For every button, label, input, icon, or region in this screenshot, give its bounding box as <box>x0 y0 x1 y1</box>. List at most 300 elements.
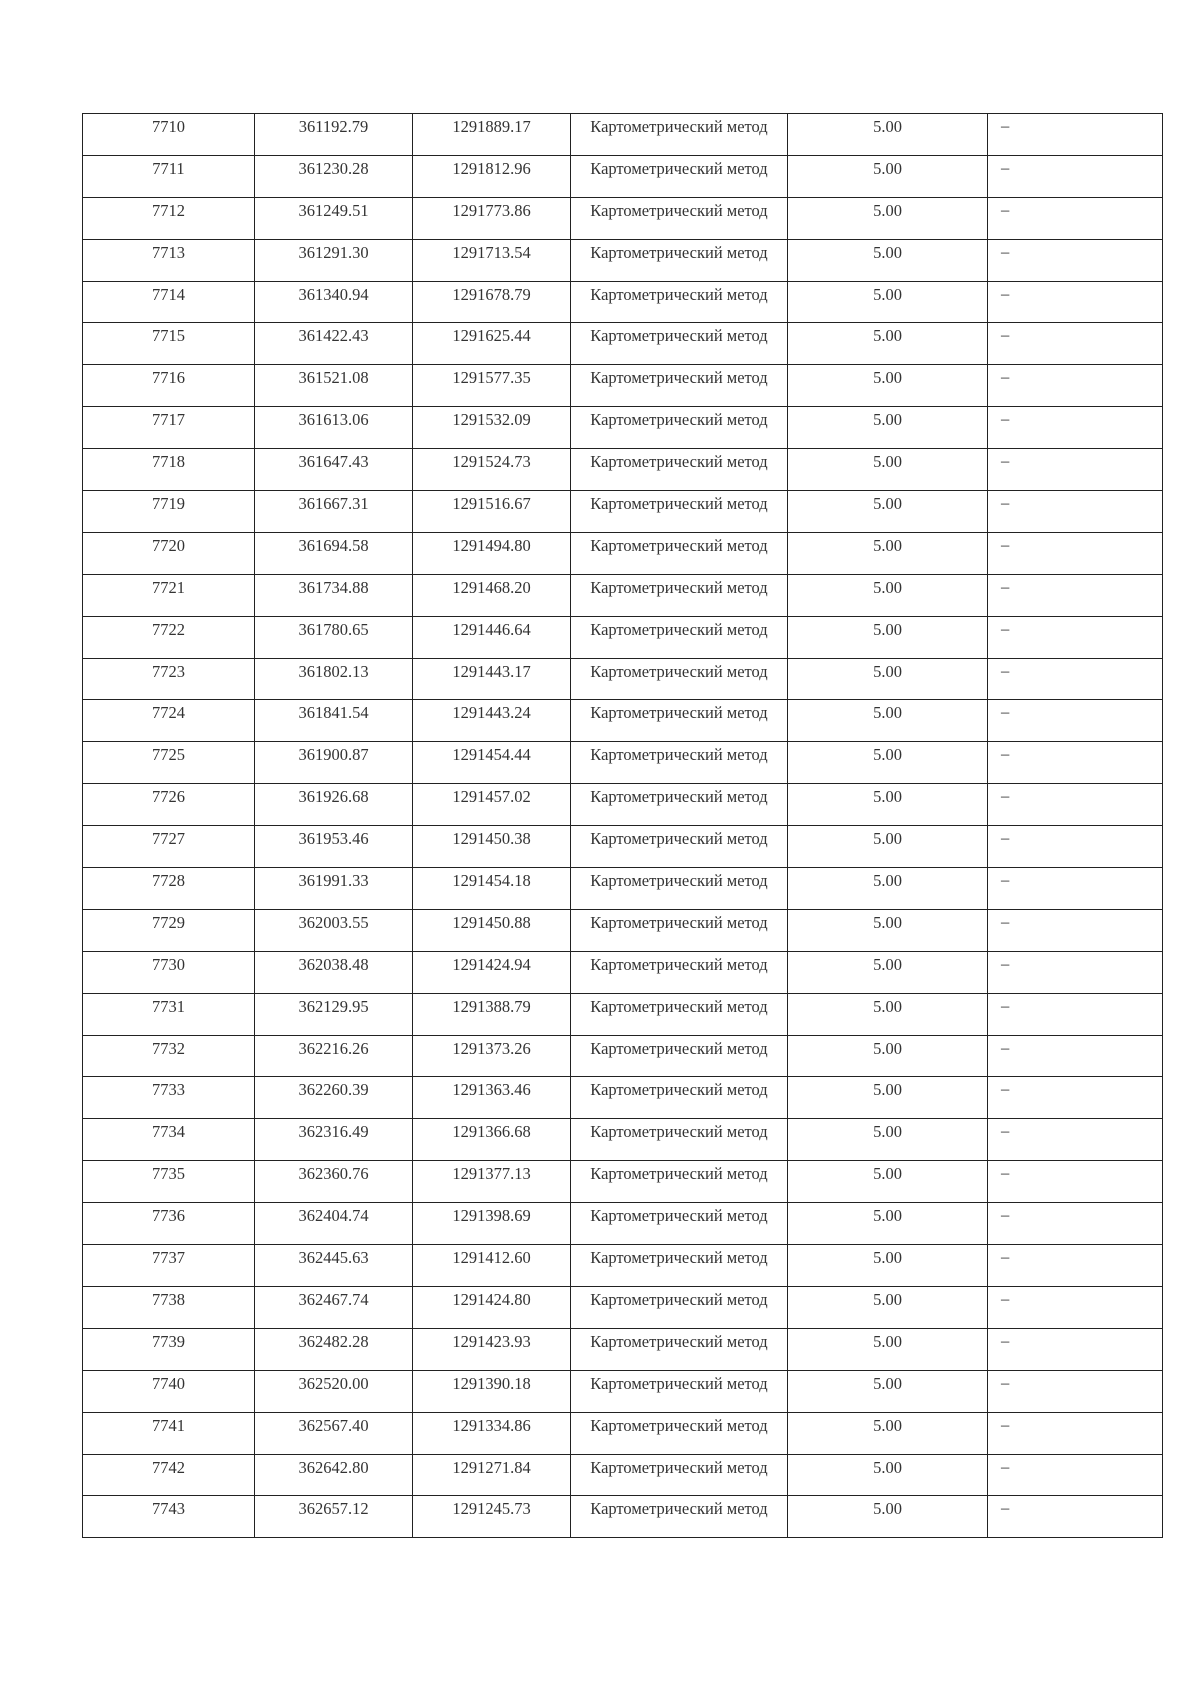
method-cell <box>571 1496 788 1538</box>
accuracy-text: 5.00 <box>873 871 902 891</box>
table-row <box>83 491 1163 533</box>
note-cell <box>988 197 1163 239</box>
x-coordinate-text: 361647.43 <box>298 452 369 472</box>
point-number-cell <box>83 909 255 951</box>
note-cell <box>988 868 1163 910</box>
note-cell <box>988 239 1163 281</box>
note-cell <box>988 1245 1163 1287</box>
note-cell <box>988 784 1163 826</box>
accuracy-text: 5.00 <box>873 577 902 597</box>
accuracy-text: 5.00 <box>873 242 902 262</box>
point-number-text: 7723 <box>152 661 185 681</box>
accuracy-text: 5.00 <box>873 1164 902 1184</box>
note-text: – <box>1001 116 1010 135</box>
y-coordinate-text: 1291678.79 <box>452 284 531 304</box>
note-text: – <box>1001 1079 1010 1099</box>
method-cell <box>571 281 788 323</box>
table-row <box>83 868 1163 910</box>
x-coordinate-text: 362404.74 <box>298 1206 369 1226</box>
table-row <box>83 1328 1163 1370</box>
y-coordinate-cell <box>413 114 571 156</box>
accuracy-cell <box>788 1454 988 1496</box>
accuracy-cell <box>788 616 988 658</box>
point-number-cell <box>83 114 255 156</box>
y-coordinate-cell <box>413 1245 571 1287</box>
note-cell <box>988 155 1163 197</box>
point-number-text: 7740 <box>152 1373 185 1393</box>
point-number-text: 7741 <box>152 1415 185 1435</box>
y-coordinate-text: 1291363.46 <box>452 1080 531 1100</box>
x-coordinate-text: 361291.30 <box>298 242 369 262</box>
method-cell <box>571 1370 788 1412</box>
y-coordinate-cell <box>413 826 571 868</box>
x-coordinate-text: 361192.79 <box>298 117 369 136</box>
y-coordinate-text: 1291377.13 <box>452 1164 531 1184</box>
x-coordinate-text: 362038.48 <box>298 954 369 974</box>
note-text: – <box>1001 157 1010 177</box>
accuracy-text: 5.00 <box>873 661 902 681</box>
y-coordinate-cell <box>413 951 571 993</box>
point-number-cell <box>83 1203 255 1245</box>
method-text: Картометрический метод <box>590 494 768 514</box>
y-coordinate-text: 1291524.73 <box>452 452 531 472</box>
x-coordinate-cell <box>255 155 413 197</box>
method-cell <box>571 1077 788 1119</box>
accuracy-text: 5.00 <box>873 703 902 723</box>
x-coordinate-text: 361926.68 <box>298 787 369 807</box>
table-row <box>83 1370 1163 1412</box>
table-row <box>83 155 1163 197</box>
point-number-text: 7712 <box>152 200 185 220</box>
note-cell <box>988 658 1163 700</box>
x-coordinate-text: 361667.31 <box>298 494 369 514</box>
point-number-text: 7728 <box>152 871 185 891</box>
point-number-text: 7737 <box>152 1248 185 1268</box>
table-row <box>83 658 1163 700</box>
accuracy-cell <box>788 532 988 574</box>
method-cell <box>571 742 788 784</box>
accuracy-text: 5.00 <box>873 1457 902 1477</box>
point-number-cell <box>83 700 255 742</box>
x-coordinate-text: 361340.94 <box>298 284 369 304</box>
x-coordinate-cell <box>255 909 413 951</box>
method-cell <box>571 616 788 658</box>
table-row <box>83 784 1163 826</box>
point-number-cell <box>83 951 255 993</box>
method-cell <box>571 532 788 574</box>
accuracy-text: 5.00 <box>873 745 902 765</box>
note-text: – <box>1001 1288 1010 1308</box>
table-row <box>83 323 1163 365</box>
accuracy-cell <box>788 365 988 407</box>
table-row <box>83 1077 1163 1119</box>
method-cell <box>571 197 788 239</box>
note-text: – <box>1001 786 1010 806</box>
y-coordinate-text: 1291388.79 <box>452 996 531 1016</box>
note-text: – <box>1001 1037 1010 1057</box>
method-text: Картометрический метод <box>590 1122 768 1142</box>
x-coordinate-text: 362260.39 <box>298 1080 369 1100</box>
note-cell <box>988 449 1163 491</box>
point-number-cell <box>83 868 255 910</box>
note-cell <box>988 616 1163 658</box>
table-row <box>83 1496 1163 1538</box>
point-number-text: 7726 <box>152 787 185 807</box>
point-number-text: 7719 <box>152 494 185 514</box>
y-coordinate-cell <box>413 1496 571 1538</box>
point-number-cell <box>83 155 255 197</box>
y-coordinate-text: 1291457.02 <box>452 787 531 807</box>
method-text: Картометрический метод <box>590 577 768 597</box>
y-coordinate-text: 1291373.26 <box>452 1038 531 1058</box>
point-number-text: 7718 <box>152 452 185 472</box>
y-coordinate-cell <box>413 909 571 951</box>
x-coordinate-cell <box>255 951 413 993</box>
point-number-cell <box>83 491 255 533</box>
y-coordinate-cell <box>413 1077 571 1119</box>
point-number-text: 7713 <box>152 242 185 262</box>
note-cell <box>988 323 1163 365</box>
point-number-cell <box>83 365 255 407</box>
accuracy-cell <box>788 826 988 868</box>
note-cell <box>988 1077 1163 1119</box>
point-number-text: 7735 <box>152 1164 185 1184</box>
method-text: Картометрический метод <box>590 535 768 555</box>
accuracy-text: 5.00 <box>873 996 902 1016</box>
y-coordinate-text: 1291443.17 <box>452 661 531 681</box>
x-coordinate-text: 362467.74 <box>298 1289 369 1309</box>
y-coordinate-cell <box>413 784 571 826</box>
accuracy-cell <box>788 1496 988 1538</box>
point-number-cell <box>83 1245 255 1287</box>
accuracy-text: 5.00 <box>873 787 902 807</box>
x-coordinate-cell <box>255 658 413 700</box>
x-coordinate-cell <box>255 700 413 742</box>
method-cell <box>571 574 788 616</box>
accuracy-cell <box>788 114 988 156</box>
note-cell <box>988 1286 1163 1328</box>
note-text: – <box>1001 618 1010 638</box>
point-number-text: 7731 <box>152 996 185 1016</box>
note-text: – <box>1001 911 1010 931</box>
y-coordinate-text: 1291366.68 <box>452 1122 531 1142</box>
table-row <box>83 574 1163 616</box>
point-number-cell <box>83 407 255 449</box>
x-coordinate-cell <box>255 1496 413 1538</box>
x-coordinate-cell <box>255 993 413 1035</box>
method-text: Картометрический метод <box>590 242 768 262</box>
method-text: Картометрический метод <box>590 745 768 765</box>
table-row <box>83 1245 1163 1287</box>
y-coordinate-cell <box>413 1161 571 1203</box>
method-cell <box>571 1328 788 1370</box>
note-text: – <box>1001 702 1010 722</box>
accuracy-text: 5.00 <box>873 452 902 472</box>
point-number-cell <box>83 784 255 826</box>
x-coordinate-cell <box>255 1077 413 1119</box>
accuracy-text: 5.00 <box>873 200 902 220</box>
x-coordinate-cell <box>255 323 413 365</box>
x-coordinate-cell <box>255 784 413 826</box>
y-coordinate-text: 1291532.09 <box>452 410 531 430</box>
note-text: – <box>1001 1121 1010 1141</box>
method-text: Картометрический метод <box>590 1206 768 1226</box>
method-text: Картометрический метод <box>590 912 768 932</box>
x-coordinate-cell <box>255 197 413 239</box>
method-cell <box>571 407 788 449</box>
accuracy-cell <box>788 449 988 491</box>
point-number-text: 7720 <box>152 535 185 555</box>
x-coordinate-cell <box>255 1245 413 1287</box>
point-number-text: 7730 <box>152 954 185 974</box>
accuracy-cell <box>788 700 988 742</box>
note-text: – <box>1001 1456 1010 1476</box>
accuracy-text: 5.00 <box>873 1038 902 1058</box>
method-cell <box>571 909 788 951</box>
note-text: – <box>1001 1247 1010 1267</box>
point-number-text: 7714 <box>152 284 185 304</box>
method-text: Картометрический метод <box>590 410 768 430</box>
method-cell <box>571 449 788 491</box>
y-coordinate-cell <box>413 742 571 784</box>
table-row <box>83 826 1163 868</box>
note-cell <box>988 742 1163 784</box>
x-coordinate-text: 361802.13 <box>298 661 369 681</box>
note-cell <box>988 1035 1163 1077</box>
note-text: – <box>1001 828 1010 848</box>
accuracy-cell <box>788 1203 988 1245</box>
note-text: – <box>1001 995 1010 1015</box>
y-coordinate-text: 1291271.84 <box>452 1457 531 1477</box>
x-coordinate-text: 362642.80 <box>298 1457 369 1477</box>
method-text: Картометрический метод <box>590 1373 768 1393</box>
x-coordinate-cell <box>255 281 413 323</box>
x-coordinate-text: 361900.87 <box>298 745 369 765</box>
accuracy-cell <box>788 323 988 365</box>
method-cell <box>571 1035 788 1077</box>
x-coordinate-cell <box>255 574 413 616</box>
point-number-cell <box>83 826 255 868</box>
accuracy-cell <box>788 407 988 449</box>
accuracy-cell <box>788 1245 988 1287</box>
accuracy-text: 5.00 <box>873 912 902 932</box>
x-coordinate-text: 362657.12 <box>298 1499 369 1519</box>
note-cell <box>988 1412 1163 1454</box>
note-text: – <box>1001 1163 1010 1183</box>
table-row <box>83 449 1163 491</box>
point-number-cell <box>83 742 255 784</box>
method-cell <box>571 658 788 700</box>
method-cell <box>571 1203 788 1245</box>
note-cell <box>988 1161 1163 1203</box>
method-cell <box>571 700 788 742</box>
method-text: Картометрический метод <box>590 284 768 304</box>
note-text: – <box>1001 241 1010 261</box>
y-coordinate-cell <box>413 1286 571 1328</box>
note-cell <box>988 909 1163 951</box>
accuracy-text: 5.00 <box>873 1080 902 1100</box>
x-coordinate-cell <box>255 491 413 533</box>
method-cell <box>571 239 788 281</box>
accuracy-text: 5.00 <box>873 829 902 849</box>
method-cell <box>571 1161 788 1203</box>
coordinates-table-body <box>83 114 1163 1538</box>
y-coordinate-cell <box>413 1203 571 1245</box>
y-coordinate-cell <box>413 616 571 658</box>
y-coordinate-cell <box>413 197 571 239</box>
note-text: – <box>1001 1498 1010 1518</box>
note-text: – <box>1001 451 1010 471</box>
point-number-cell <box>83 1370 255 1412</box>
note-cell <box>988 951 1163 993</box>
x-coordinate-text: 362129.95 <box>298 996 369 1016</box>
note-text: – <box>1001 1414 1010 1434</box>
accuracy-cell <box>788 1119 988 1161</box>
table-row <box>83 742 1163 784</box>
x-coordinate-cell <box>255 742 413 784</box>
table-row <box>83 1035 1163 1077</box>
method-text: Картометрический метод <box>590 1331 768 1351</box>
accuracy-text: 5.00 <box>873 1331 902 1351</box>
note-text: – <box>1001 534 1010 554</box>
point-number-text: 7733 <box>152 1080 185 1100</box>
accuracy-text: 5.00 <box>873 368 902 388</box>
y-coordinate-cell <box>413 574 571 616</box>
method-text: Картометрический метод <box>590 703 768 723</box>
x-coordinate-cell <box>255 239 413 281</box>
point-number-cell <box>83 993 255 1035</box>
accuracy-text: 5.00 <box>873 326 902 346</box>
y-coordinate-cell <box>413 491 571 533</box>
y-coordinate-text: 1291516.67 <box>452 494 531 514</box>
x-coordinate-text: 361694.58 <box>298 535 369 555</box>
accuracy-cell <box>788 155 988 197</box>
coordinates-table <box>82 113 1163 1538</box>
accuracy-text: 5.00 <box>873 619 902 639</box>
point-number-text: 7721 <box>152 577 185 597</box>
note-text: – <box>1001 1205 1010 1225</box>
point-number-text: 7734 <box>152 1122 185 1142</box>
method-cell <box>571 993 788 1035</box>
table-row <box>83 993 1163 1035</box>
method-text: Картометрический метод <box>590 829 768 849</box>
note-cell <box>988 114 1163 156</box>
y-coordinate-text: 1291812.96 <box>452 158 531 178</box>
y-coordinate-cell <box>413 868 571 910</box>
note-cell <box>988 1119 1163 1161</box>
point-number-cell <box>83 1161 255 1203</box>
x-coordinate-cell <box>255 616 413 658</box>
method-cell <box>571 1245 788 1287</box>
accuracy-text: 5.00 <box>873 1373 902 1393</box>
method-text: Картометрический метод <box>590 1080 768 1100</box>
y-coordinate-cell <box>413 532 571 574</box>
y-coordinate-text: 1291412.60 <box>452 1248 531 1268</box>
method-text: Картометрический метод <box>590 452 768 472</box>
method-cell <box>571 491 788 533</box>
table-row <box>83 1119 1163 1161</box>
y-coordinate-text: 1291494.80 <box>452 535 531 555</box>
y-coordinate-text: 1291713.54 <box>452 242 531 262</box>
method-cell <box>571 1412 788 1454</box>
accuracy-text: 5.00 <box>873 535 902 555</box>
note-cell <box>988 1328 1163 1370</box>
accuracy-text: 5.00 <box>873 410 902 430</box>
point-number-text: 7722 <box>152 619 185 639</box>
accuracy-text: 5.00 <box>873 1289 902 1309</box>
point-number-cell <box>83 1286 255 1328</box>
note-text: – <box>1001 870 1010 890</box>
accuracy-cell <box>788 491 988 533</box>
accuracy-cell <box>788 951 988 993</box>
y-coordinate-cell <box>413 1328 571 1370</box>
note-text: – <box>1001 744 1010 764</box>
x-coordinate-cell <box>255 868 413 910</box>
y-coordinate-text: 1291245.73 <box>452 1499 531 1519</box>
note-text: – <box>1001 283 1010 303</box>
x-coordinate-cell <box>255 826 413 868</box>
note-text: – <box>1001 409 1010 429</box>
method-text: Картометрический метод <box>590 871 768 891</box>
method-text: Картометрический метод <box>590 661 768 681</box>
accuracy-text: 5.00 <box>873 1499 902 1519</box>
y-coordinate-text: 1291625.44 <box>452 326 531 346</box>
note-cell <box>988 826 1163 868</box>
accuracy-cell <box>788 1328 988 1370</box>
method-cell <box>571 826 788 868</box>
point-number-cell <box>83 616 255 658</box>
note-cell <box>988 365 1163 407</box>
point-number-text: 7742 <box>152 1457 185 1477</box>
y-coordinate-cell <box>413 993 571 1035</box>
y-coordinate-text: 1291577.35 <box>452 368 531 388</box>
method-text: Картометрический метод <box>590 787 768 807</box>
x-coordinate-cell <box>255 1286 413 1328</box>
x-coordinate-text: 362445.63 <box>298 1248 369 1268</box>
method-text: Картометрический метод <box>590 619 768 639</box>
x-coordinate-cell <box>255 365 413 407</box>
note-cell <box>988 1496 1163 1538</box>
method-text: Картометрический метод <box>590 996 768 1016</box>
point-number-text: 7715 <box>152 326 185 346</box>
note-cell <box>988 574 1163 616</box>
table-row <box>83 700 1163 742</box>
point-number-cell <box>83 197 255 239</box>
x-coordinate-text: 362316.49 <box>298 1122 369 1142</box>
x-coordinate-text: 361734.88 <box>298 577 369 597</box>
x-coordinate-cell <box>255 114 413 156</box>
method-text: Картометрический метод <box>590 117 768 136</box>
x-coordinate-text: 361991.33 <box>298 871 369 891</box>
point-number-text: 7727 <box>152 829 185 849</box>
point-number-cell <box>83 1412 255 1454</box>
y-coordinate-text: 1291423.93 <box>452 1331 531 1351</box>
table-row <box>83 1412 1163 1454</box>
y-coordinate-text: 1291889.17 <box>452 117 531 136</box>
accuracy-cell <box>788 1412 988 1454</box>
note-cell <box>988 491 1163 533</box>
accuracy-text: 5.00 <box>873 1248 902 1268</box>
point-number-cell <box>83 1119 255 1161</box>
method-cell <box>571 1286 788 1328</box>
point-number-text: 7736 <box>152 1206 185 1226</box>
x-coordinate-text: 362482.28 <box>298 1331 369 1351</box>
y-coordinate-text: 1291334.86 <box>452 1415 531 1435</box>
x-coordinate-cell <box>255 1161 413 1203</box>
point-number-cell <box>83 281 255 323</box>
method-text: Картометрический метод <box>590 200 768 220</box>
table-row <box>83 239 1163 281</box>
